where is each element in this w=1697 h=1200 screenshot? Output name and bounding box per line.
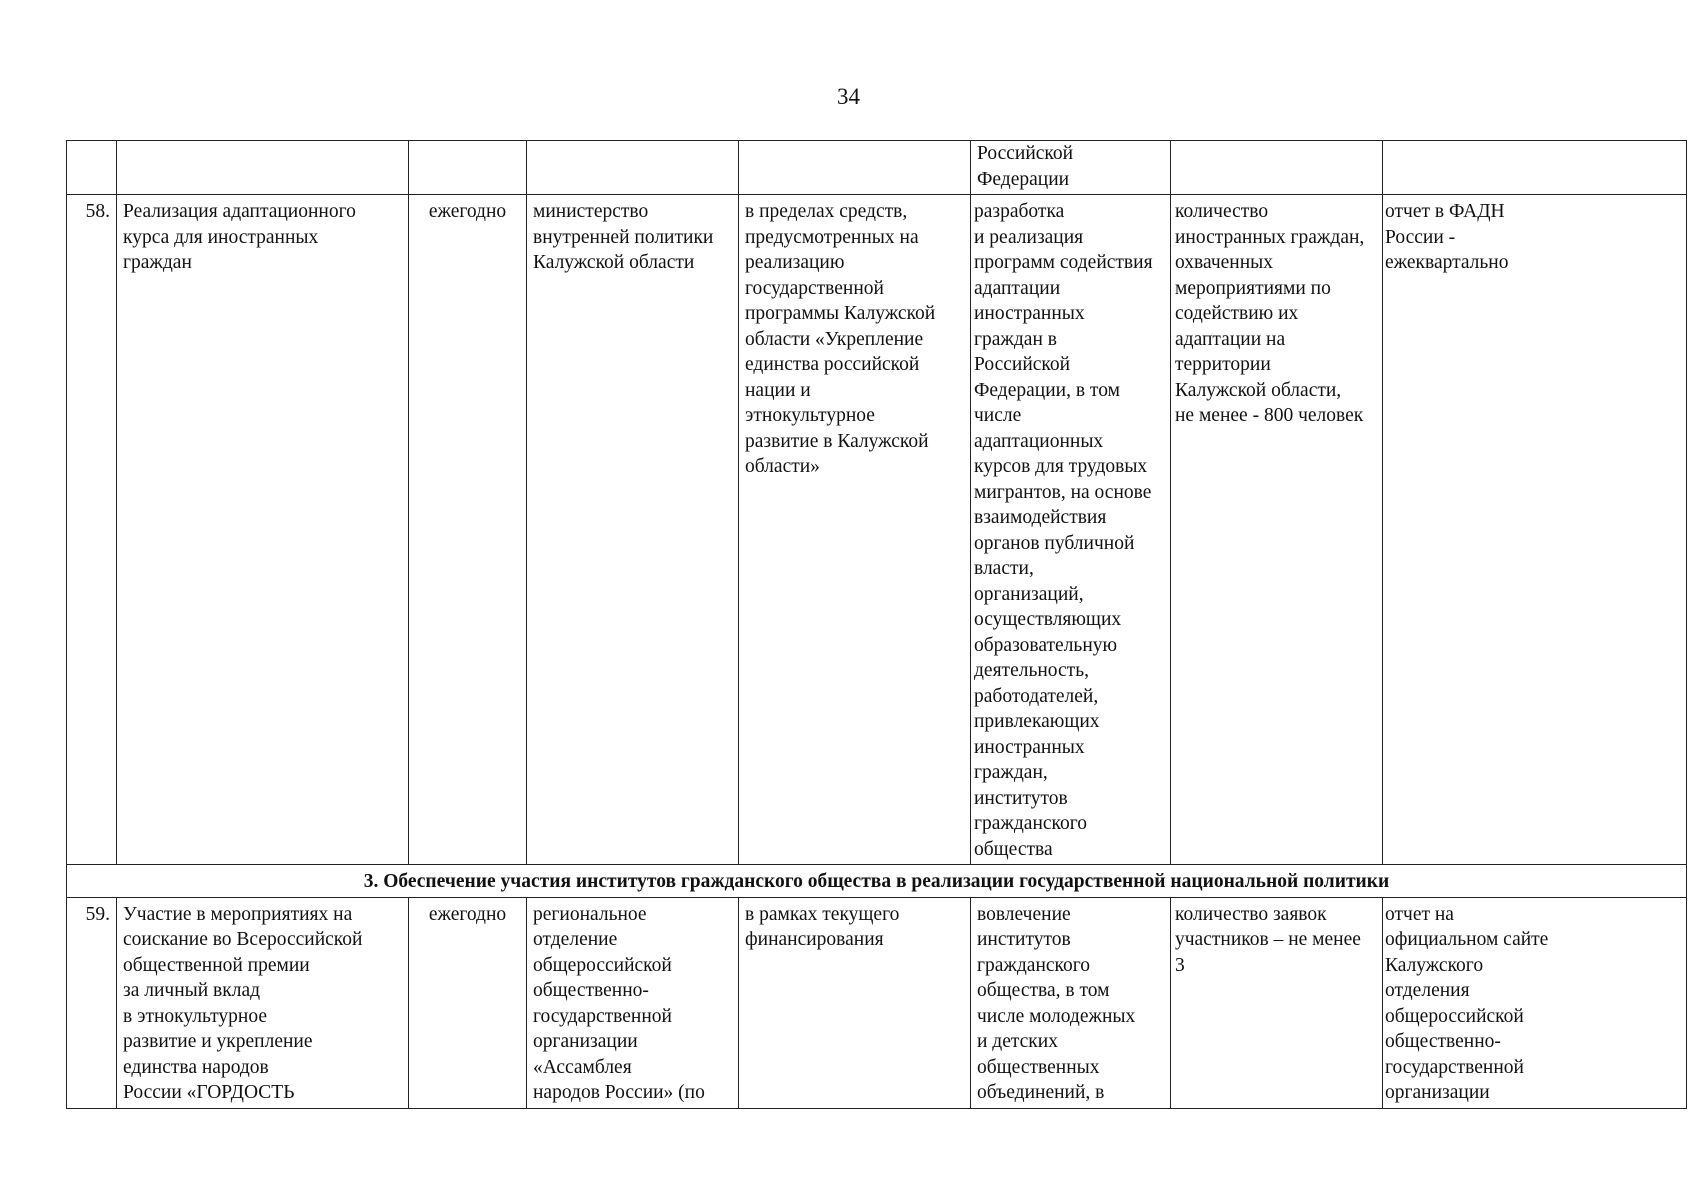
reporting-form: отчет в ФАДН России - ежеквартально [1383, 195, 1687, 865]
cell-indicator [1171, 141, 1383, 195]
event-name: Реализация адаптационного курса для иностранных граждан [117, 195, 409, 865]
table-row-58 [67, 195, 1687, 865]
expected-results: вовлечение институтов гражданского общества, в том числе молодежных и детских общественных объединений, в [971, 897, 1171, 1108]
section-header-row [67, 865, 1687, 898]
section-title: 3. Обеспечение участия институтов гражданского общества в реализации государственной национальной политики [67, 865, 1687, 898]
table-row-59 [67, 897, 1687, 1108]
executor: региональное отделение общероссийской общественно- государственной организации «Ассамблея народов России» (по [527, 897, 739, 1108]
indicator: количество иностранных граждан, охваченных мероприятиями по содействию их адаптации на территории Калужской области, не менее - 800 человек [1171, 195, 1383, 865]
page-number: 34 [837, 84, 860, 109]
reporting-form: отчет на официальном сайте Калужского отделения общероссийской общественно- государственной организации [1383, 897, 1687, 1108]
cell-period [409, 141, 527, 195]
cell-executor [527, 141, 739, 195]
executor: министерство внутренней политики Калужской области [527, 195, 739, 865]
period: ежегодно [409, 195, 527, 865]
event-name: Участие в мероприятиях на соискание во Всероссийской общественной премии за личный вклад в этнокультурное развитие и укрепление единства народов России «ГОРДОСТЬ [117, 897, 409, 1108]
cell-reporting [1383, 141, 1687, 195]
row-number: 58. [67, 195, 117, 865]
cell-event [117, 141, 409, 195]
cell-funding [739, 141, 971, 195]
funding-source: в рамках текущего финансирования [739, 897, 971, 1108]
funding-source: в пределах средств, предусмотренных на реализацию государственной программы Калужской области «Укрепление единства российской нации и этнокультурное развитие в Калужской области» [739, 195, 971, 865]
row-number: 59. [67, 897, 117, 1108]
action-plan-table [66, 140, 1687, 1109]
period: ежегодно [409, 897, 527, 1108]
expected-results: разработка и реализация программ содействия адаптации иностранных граждан в Российской Федерации, в том числе адаптационных курсов для трудовых мигрантов, на основе взаимодействия органов публичной власти, организаций, осуществляющих образовательную деятельность, работодателей, привлекающих иностранных граждан, институтов гражданского общества [971, 195, 1171, 865]
continuation-row [67, 141, 1687, 195]
cell-results: Российской Федерации [971, 141, 1171, 195]
cell-number [67, 141, 117, 195]
indicator: количество заявок участников – не менее 3 [1171, 897, 1383, 1108]
